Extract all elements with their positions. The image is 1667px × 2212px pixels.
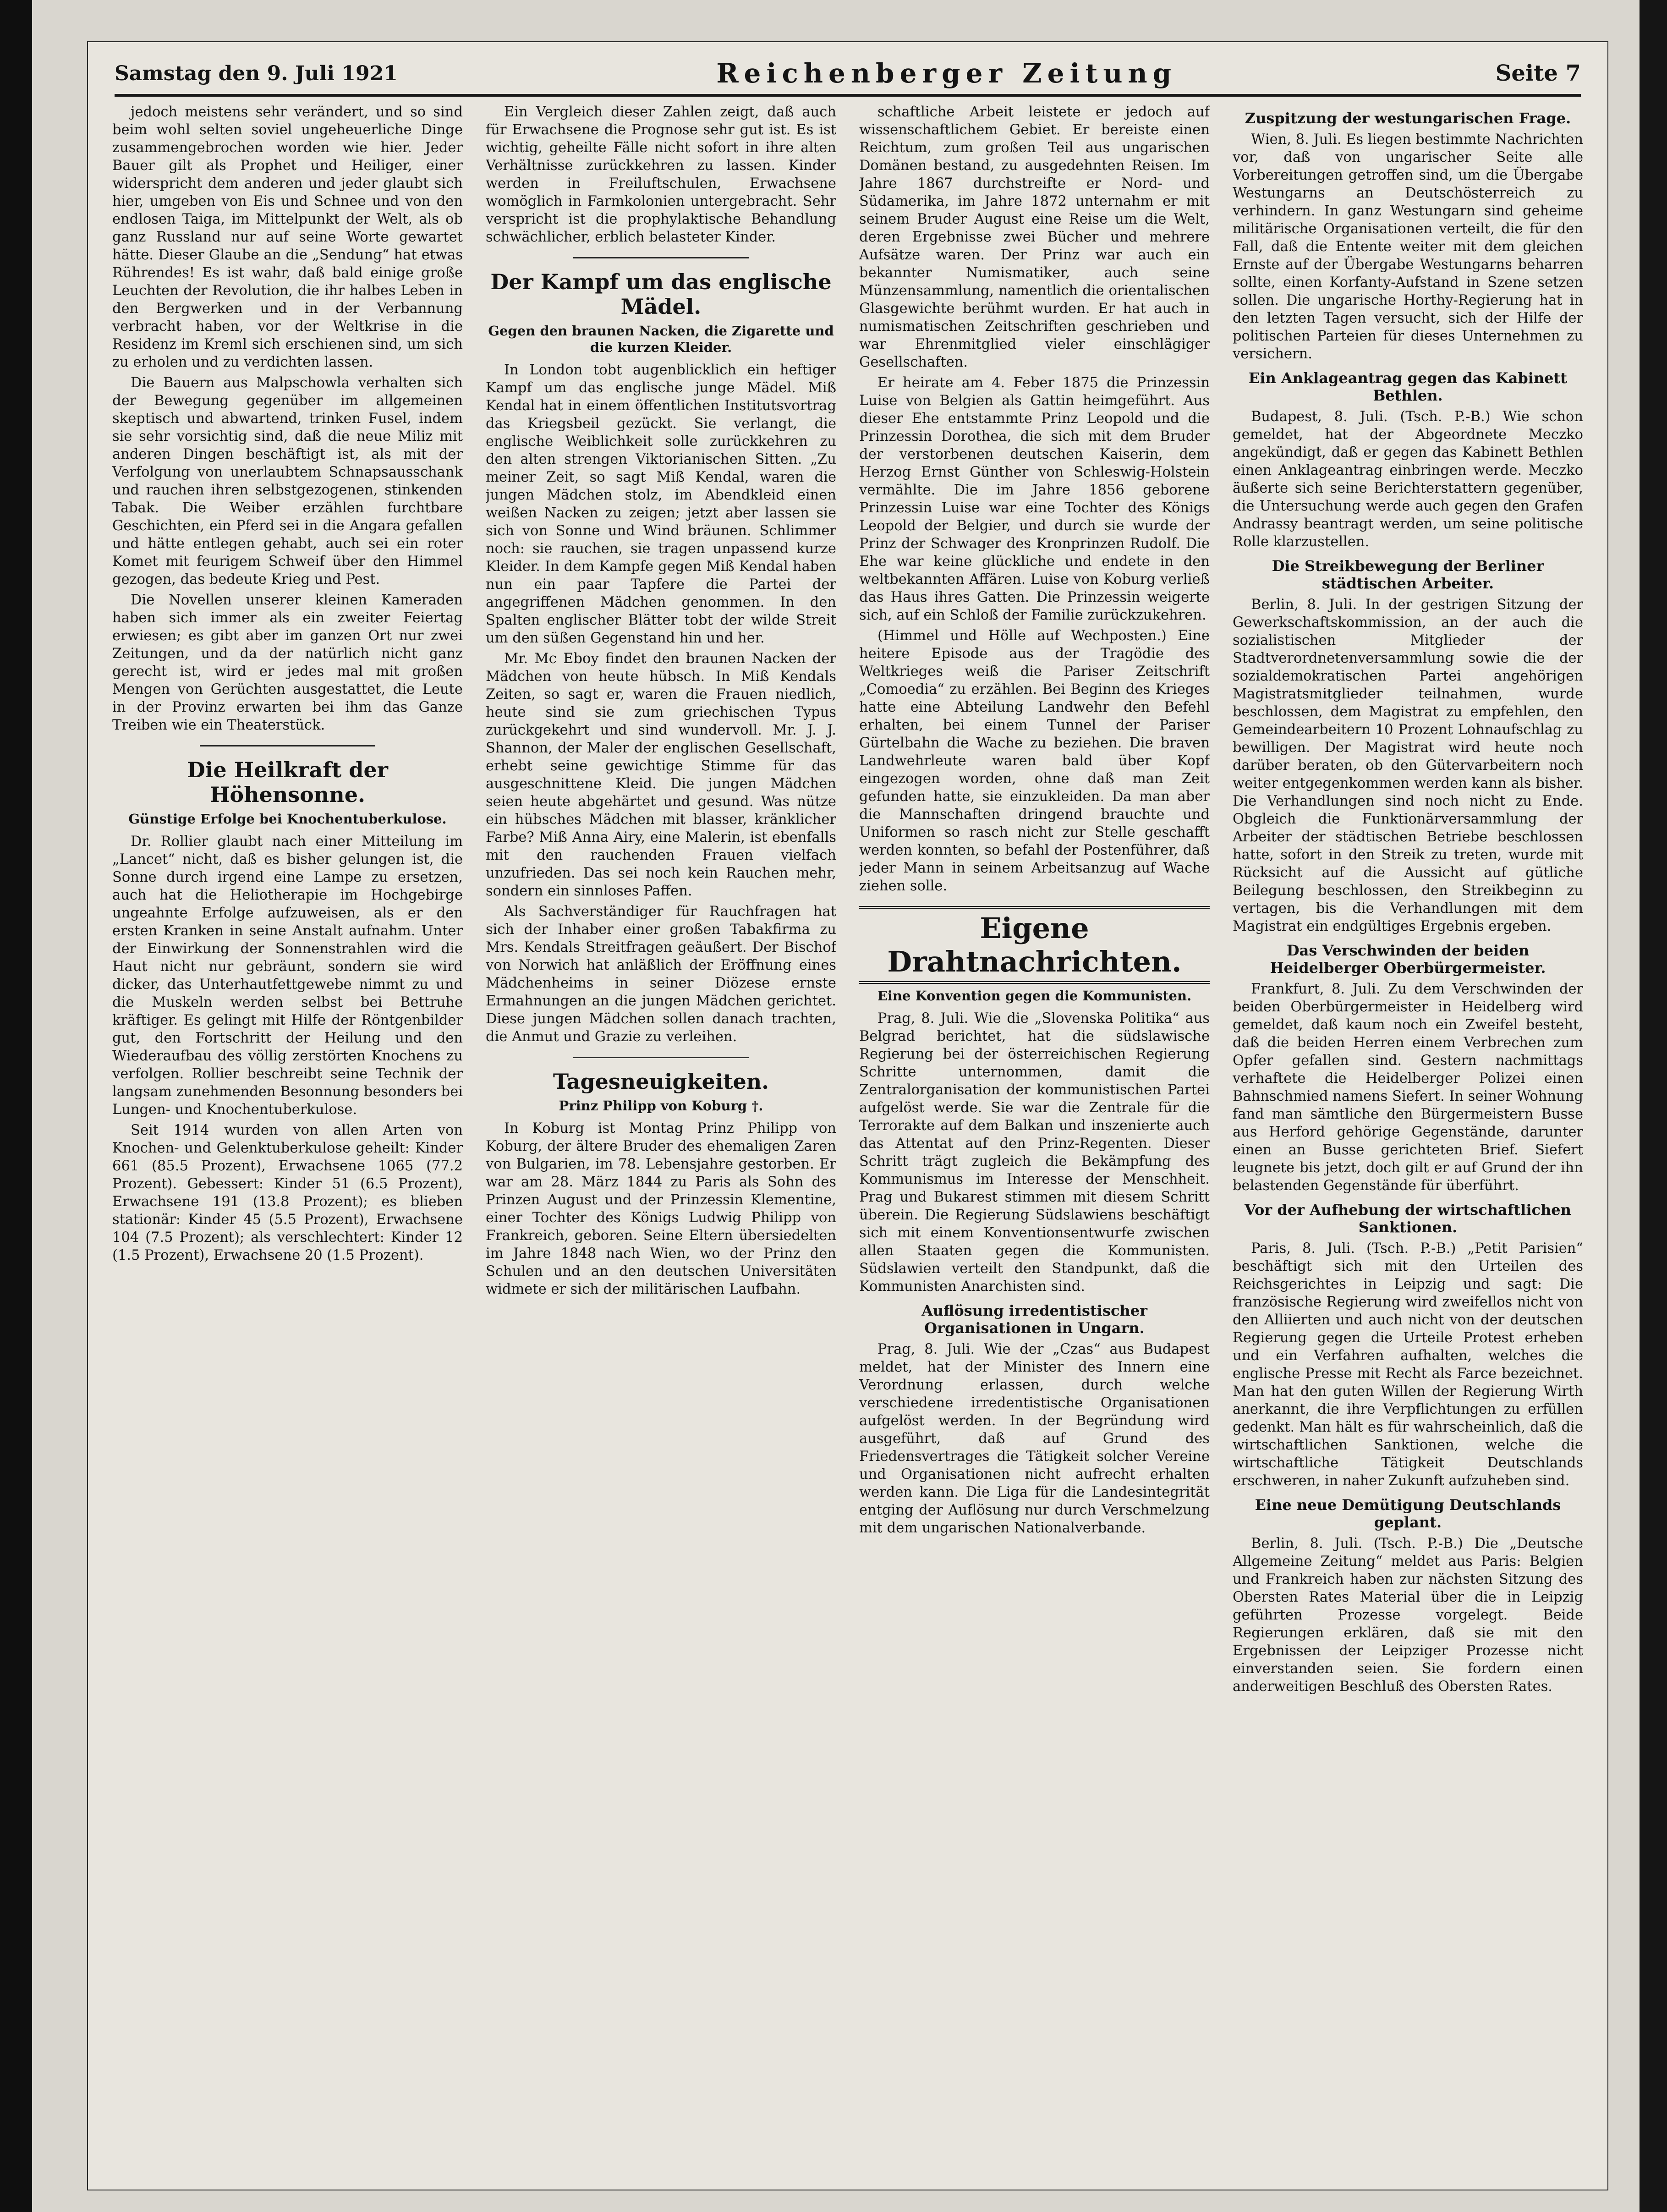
running-header (115, 53, 1581, 97)
paragraph: schaftliche Arbeit leistete er jedoch auf wissenschaftlichem Gebiet. Er bereiste einen Reichtum, zum großen Teil aus ungarischen Domänen bestand, zu ausgedehnten Reisen. Im Jahre 1867 durchstreifte er Nord- und Südamerika, im Jahre 1872 unternahm er mit seinem Bruder August eine Reise um die Welt, deren Ergebnisse zwei Bücher und mehrere Aufsätze waren. Der Prinz war auch ein bekannter Numismatiker, auch seine Münzensammlung, namentlich die orientalischen Glasgewichte berühmt wurden. Er hat auch in numismatischen Zeitschriften geschrieben und war Ehrenmitglied vieler einschlägiger Gesellschaften. (859, 104, 1210, 370)
paragraph: Dr. Rollier glaubt nach einer Mitteilung im „Lancet“ nicht, daß es bisher gelungen ist, die Sonne durch irgend eine Lampe zu ersetzen, auch hat die Heliotherapie im Hochgebirge ungeahnte Erfolge aufzuweisen, als er den ersten Kranken in seine Anstalt aufnahm. Unter der Einwirkung der Sonnenstrahlen wird die Haut nicht nur gebräunt, sondern sie wird dicker, das Unterhautfettgewebe nimmt zu und die Muskeln werden selbst bei Bettruhe kräftiger. Es gelingt mit Hilfe der Röntgenbilder gut, den Fortschritt der Heilung und den Wiederaufbau des völlig zerstörten Knochens zu verfolgen. Rollier beschreibt seine Technik der langsam zunehmenden Besonnung besonders bei Lungen- und Knochentuberkulose. (112, 834, 463, 1118)
article-heading: Die Streikbewegung der Berliner städtischen Arbeiter. (1272, 557, 1544, 592)
article-heading: Vor der Aufhebung der wirtschaftlichen Sanktionen. (1245, 1201, 1571, 1236)
article-heading: Der Kampf um das englische Mädel. (490, 269, 832, 319)
paragraph: Seit 1914 wurden von allen Arten von Knochen- und Gelenktuberkulose geheilt: Kinder 661 (85.5 Prozent), Erwachsene 1065 (77.2 Prozent). Gebessert: Kinder 51 (6.5 Prozent), Erwachsene 191 (13.8 Prozent); es blieben stationär: Kinder 45 (5.5 Prozent), Erwachsene 104 (7.5 Prozent); als verschlechtert: Kinder 12 (1.5 Prozent), Erwachsene 20 (1.5 Prozent). (112, 1122, 463, 1263)
paragraph: Mr. Mc Eboy findet den braunen Nacken der Mädchen von heute hübsch. In Miß Kendals Zeiten, so sagt er, waren die Frauen niedlich, heute sind sie zum griechischen Typus zurückgekehrt und sind wundervoll. Mr. J. J. Shannon, der Maler der englischen Gesellschaft, erhebt seine gewichtige Stimme für das ausgeschnittene Kleid. Die jungen Mädchen seien heute abgehärtet und gesund. Was nütze ein hübsches Mädchen mit blasser, kränklicher Farbe? Miß Anna Airy, eine Malerin, ist ebenfalls mit den rauchenden Frauen vielfach unzufrieden. Das sei noch kein Rauchen mehr, sondern ein sinnloses Paffen. (486, 651, 836, 899)
scan-border-right (1640, 0, 1667, 2212)
section-heading: Tagesneuigkeiten. (553, 1069, 769, 1094)
page-number: Seite 7 (1495, 60, 1581, 86)
article-heading: Auflösung irredentistischer Organisationen in Ungarn. (921, 1302, 1147, 1337)
article-subheading: Eine Konvention gegen die Kommunisten. (877, 988, 1192, 1004)
paragraph: Als Sachverständiger für Rauchfragen hat sich der Inhaber einer großen Tabakfirma zu Mrs. Kendals Streitfragen geäußert. Der Bischof von Norwich hat anläßlich der Eröffnung eines Mädchenheims in seiner Diözese ernste Ermahnungen an die jungen Mädchen gerichtet. Diese jungen Mädchen sollen danach trachten, die Anmut und Grazie zu verleihen. (486, 904, 836, 1045)
paragraph: Berlin, 8. Juli. In der gestrigen Sitzung der Gewerkschaftskommission, an der auch die sozialistischen Mitglieder der Stadtverordnetenversammlung sowie die der sozialdemokratischen Partei angehörigen Magistratsmitglieder teilnahmen, wurde beschlossen, dem Magistrat zu empfehlen, den Gemeindearbeitern 10 Prozent Lohnaufschlag zu bewilligen. Der Magistrat wird heute noch darüber beraten, ob den Gütervarbeitern noch weiter entgegenkommen werden kann als bisher. Die Verhandlungen sind noch nicht zu Ende. Obgleich die Funktionärversammlung der Arbeiter der städtischen Betriebe beschlossen hatte, sofort in den Streik zu treten, wurde mit Rücksicht auf die Aussicht auf gütliche Beilegung beschlossen, den Streikbeginn zu vertagen, bis die Verhandlungen mit dem Magistrat ein endgültiges Ergebnis ergeben. (1233, 597, 1583, 934)
paragraph: Ein Vergleich dieser Zahlen zeigt, daß auch für Erwachsene die Prognose sehr gut ist. Es ist wichtig, geheilte Fälle nicht sofort in ihre alten Verhältnisse zurückkehren zu lassen. Kinder werden in Freiluftschulen, Erwachsene womöglich in Farmkolonien untergebracht. Sehr verspricht ist die prophylaktische Behandlung schwächlicher, erblich belasteter Kinder. (486, 104, 836, 245)
paragraph: In London tobt augenblicklich ein heftiger Kampf um das englische junge Mädel. Miß Kendal hat in einem öffentlichen Institutsvortrag das Kriegsbeil gezückt. Sie verlangt, die englische Weiblichkeit solle zurückkehren zu den alten strengen Viktorianischen Sitten. „Zu meiner Zeit, so sagt Miß Kendal, waren die jungen Mädchen stolz, im Abendkleid einen weißen Nacken zu zeigen; jetzt aber lassen sie sich von Sonne und Wind bräunen. Schlimmer noch: sie rauchen, sie tragen unpassend kurze Kleider. In dem Kampfe gegen Miß Kendal haben nun ein paar Tapfere die Partei der angegriffenen Mädchen genommen. In den Spalten englischer Blätter tobt der wilde Streit um den süßen Gegenstand hin und her. (486, 362, 836, 646)
section-divider (573, 1057, 749, 1058)
paragraph: Prag, 8. Juli. Wie die „Slovenska Politika“ aus Belgrad berichtet, hat die südslawische Regierung bei der österreichischen Regierung Schritte unternommen, damit die Zentralorganisation der kommunistischen Partei aufgelöst werde. Sie war die Zentrale für die Terrorakte auf dem Balkan und inszenierte auch das Attentat auf den Prinz-Regenten. Dieser Schritt trägt zugleich die Bekämpfung des Kommunismus im Interesse der Menschheit. Prag und Bukarest stimmen mit diesem Schritt überein. Die Regierung Südslawiens beschäftigt sich mit einem Konventionsentwurfe zwischen allen Staaten gegen die Kommunisten. Südslawien verteilt den Standpunkt, daß die Kommunisten Anarchisten sind. (859, 1010, 1210, 1295)
paragraph: Wien, 8. Juli. Es liegen bestimmte Nachrichten vor, daß von ungarischer Seite alle Vorbereitungen getroffen sind, um die Übergabe Westungarns an Deutschösterreich zu verhindern. In ganz Westungarn sind geheime militärische Organisationen verteilt, die für den Fall, daß die Entente weiter mit dem gleichen Ernste auf der Übergabe Westungarns beharren sollte, einen Korfanty-Aufstand in Szene setzen sollen. Die ungarische Horthy-Regierung hat in den letzten Tagen versucht, sich der Hilfe der politischen Parteien für dieses Unternehmen zu versichern. (1233, 132, 1583, 362)
header-date: Samstag den 9. Juli 1921 (115, 61, 398, 85)
paragraph: Berlin, 8. Juli. (Tsch. P.-B.) Die „Deutsche Allgemeine Zeitung“ meldet aus Paris: Belgien und Frankreich haben zur nächsten Sitzung des Obersten Rates Material über die in Leipzig geführten Prozesse vorgelegt. Beide Regierungen erklären, daß sie mit den Ergebnissen der Leipziger Prozesse nicht einverstanden seien. Sie fordern einen anderweitigen Beschluß des Obersten Rates. (1233, 1536, 1583, 1695)
masthead-title: Reichenberger Zeitung (716, 58, 1177, 89)
paragraph: Er heirate am 4. Feber 1875 die Prinzessin Luise von Belgien als Gattin heimgeführt. Aus dieser Ehe entstammte Prinz Leopold und die Prinzessin Dorothea, die sich mit dem Bruder der verstorbenen deutschen Kaiserin, dem Herzog Ernst Günther von Schleswig-Holstein vermählte. Die im Jahre 1856 geborene Prinzessin Luise war eine Tochter des Königs Leopold der Belgier, und durch sie wurde der Prinz der Schwager des Kronprinzen Rudolf. Die Ehe war keine glückliche und endete in den weltbekannten Affären. Luise von Koburg verließ das Haus ihres Gatten. Die Prinzessin weigerte sich, auf ein Schloß der Familie zurückzukehren. (859, 375, 1210, 623)
paragraph: Paris, 8. Juli. (Tsch. P.-B.) „Petit Parisien“ beschäftigt sich mit den Urteilen des Reichsgerichtes in Leipzig und sagt: Die französische Regierung wird zweifellos nicht von den Alliierten und auch nicht von der deutschen Regierung gegen die Urteile Protest erheben und ein Verfahren aufhalten, welches die englische Presse mit Recht als Farce bezeichnet. Man hat den guten Willen der Regierung Wirth anerkannt, die ihre Verpflichtungen zu erfüllen gedenkt. Man hält es für wahrscheinlich, daß die wirtschaftlichen Sanktionen, welche die wirtschaftliche Tätigkeit Deutschlands erschweren, in naher Zukunft aufzuheben sind. (1233, 1240, 1583, 1489)
paragraph: In Koburg ist Montag Prinz Philipp von Koburg, der ältere Bruder des ehemaligen Zaren von Bulgarien, im 78. Lebensjahre gestorben. Er war am 28. März 1844 zu Paris als Sohn des Prinzen August und der Prinzessin Klementine, einer Tochter des Königs Ludwig Philipp von Frankreich, geboren. Seine Eltern übersiedelten im Jahre 1848 nach Wien, wo der Prinz den Schulen und an den deutschen Universitäten widmete er sich der militärischen Laufbahn. (486, 1120, 836, 1297)
paragraph: Budapest, 8. Juli. (Tsch. P.-B.) Wie schon gemeldet, hat der Abgeordnete Meczko angekündigt, daß er gegen das Kabinett Bethlen einen Anklageantrag einbringen werde. Meczko äußerte sich seine Berichterstattern gegenüber, die Untersuchung werde auch gegen den Grafen Andrassy beantragt werden, um seine politische Rolle klarzustellen. (1233, 409, 1583, 550)
scan-border-left (0, 0, 32, 2212)
article-heading: Ein Anklageantrag gegen das Kabinett Bethlen. (1248, 369, 1568, 404)
paragraph: Prag, 8. Juli. Wie der „Czas“ aus Budapest meldet, hat der Minister des Innern eine Verordnung erlassen, durch welche verschiedene irredentistische Organisationen aufgelöst werden. In der Begründung wird ausgeführt, daß auf Grund des Friedensvertrages die Tätigkeit solcher Vereine und Organisationen nicht aufrecht erhalten werden kann. Die Liga für die Landesintegrität entging der Auflösung nur durch Verschmelzung mit dem ungarischen Nationalverbande. (859, 1341, 1210, 1536)
article-heading: Eine neue Demütigung Deutschlands geplant. (1255, 1496, 1561, 1531)
article-heading: Die Heilkraft der Höhensonne. (187, 757, 388, 807)
article-subheading: Prinz Philipp von Koburg †. (559, 1098, 763, 1114)
column-3 (859, 103, 1210, 2172)
column-2 (486, 103, 836, 2172)
paragraph: Frankfurt, 8. Juli. Zu dem Verschwinden der beiden Oberbürgermeister in Heidelberg wird gemeldet, daß kaum noch ein Zweifel besteht, daß die beiden Herren einem Verbrechen zum Opfer gefallen sind. Gestern nachmittags verhaftete die Heidelberger Polizei einen Bahnschmied namens Siefert. In seiner Wohnung fand man sämtliche den Bürgermeistern Busse aus Herford gehörige Gegenstände, darunter einen an Busse gerichteten Brief. Siefert leugnete bis jetzt, doch gilt er auf Grund der ihn belastenden Gegenstände für überführt. (1233, 981, 1583, 1194)
article-heading: Zuspitzung der westungarischen Frage. (1245, 110, 1571, 127)
article-subheading: Günstige Erfolge bei Knochentuberkulose. (128, 811, 447, 827)
paragraph: Die Novellen unserer kleinen Kameraden haben sich immer als ein zweiter Feiertag erwiesen; es gibt aber im ganzen Ort nur zwei Zeitungen, und da der natürlich nicht ganz gerecht ist, wird er jedes mal mit großen Mengen von Gerüchten ausgestattet, die Leute in der Provinz erwarten bei ihm das Ganze Treiben wie ein Theaterstück. (112, 592, 463, 733)
paragraph: Die Bauern aus Malpschowla verhalten sich der Bewegung gegenüber im allgemeinen skeptisch und abwartend, trinken Fusel, indem sie sehr vorsichtig sind, daß die neue Miliz mit anderen Dingen beschäftigt ist, als mit der Verfolgung von unerlaubtem Schnapsausschank und rauchen ihren selbstgezogenen, stinkenden Tabak. Die Weiber erzählen furchtbare Geschichten, ein Pferd sei in die Angara gefallen und hätte entlegen gehabt, auch sei ein roter Komet mit feurigem Schweif über den Himmel gezogen, das bedeute Krieg und Pest. (112, 375, 463, 587)
newspaper-page (87, 41, 1608, 2190)
section-heading: Eigene Drahtnachrichten. (859, 906, 1210, 984)
section-divider (573, 257, 749, 258)
column-4 (1233, 103, 1583, 2172)
paragraph: (Himmel und Hölle auf Wechposten.) Eine heitere Episode aus der Tragödie des Weltkrieges weiß die Pariser Zeitschrift „Comoedia“ zu erzählen. Bei Beginn des Krieges hatte eine Abteilung Landwehr den Befehl erhalten, bei einem Tunnel der Pariser Gürtelbahn die Wache zu beziehen. Die braven Landwehrleute waren bald über Kopf eingezogen worden, ohne daß man Zeit gefunden hatte, sie einzukleiden. Da man aber die Mannschaften dringend brauchte und Uniformen so rasch nicht zur Stelle geschafft werden konnten, so befahl der Postenführer, daß jeder Mann in seinem Arbeitsanzug auf Wache ziehen solle. (859, 628, 1210, 894)
paragraph: jedoch meistens sehr verändert, und so sind beim wohl selten soviel ungeheuerliche Dinge zusammengebrochen worden wie hier. Jeder Bauer gilt als Prophet und Heiliger, einer widerspricht dem anderen und jeder glaubt sich hier, umgeben von Eis und Schnee und von den endlosen Taiga, im Mittelpunkt der Welt, als ob ganz Russland nur auf seine Worte gewartet hätte. Dieser Glaube an die „Sendung“ hat etwas Rührendes! Es ist wahr, daß bald einige große Leuchten der Revolution, die ihr halbes Leben in den Bergwerken und in der Verbannung verbracht haben, vor der Weltkrise in die Residenz im Kreml sich erschienen sind, um sich zu erholen und zu verdichten lassen. (112, 104, 463, 370)
article-heading: Das Verschwinden der beiden Heidelberger Oberbürgermeister. (1270, 942, 1546, 977)
column-1 (112, 103, 463, 2172)
section-divider (200, 745, 375, 746)
article-subheading: Gegen den braunen Nacken, die Zigarette und die kurzen Kleider. (488, 323, 834, 355)
column-grid (112, 103, 1583, 2172)
